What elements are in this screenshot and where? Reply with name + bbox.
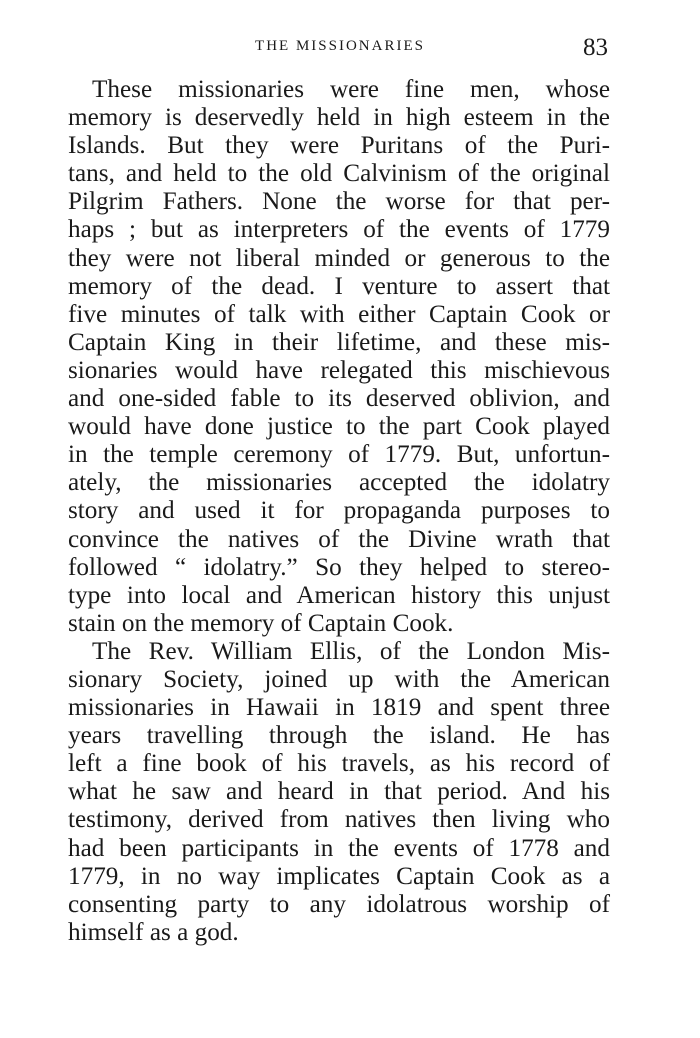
text-line: consenting party to any idolatrous worship of: [68, 890, 610, 918]
text-line: sionaries would have relegated this mischievous: [68, 356, 610, 384]
text-line: type into local and American history this unjust: [68, 581, 610, 609]
text-line: had been participants in the events of 1778 and: [68, 834, 610, 862]
text-line: stain on the memory of Captain Cook.: [68, 609, 454, 637]
text-line: ately, the missionaries accepted the idolatry: [68, 469, 610, 497]
running-head: [68, 36, 612, 62]
text-line: convince the natives of the Divine wrath that: [68, 525, 610, 553]
running-title: THE MISSIONARIES: [255, 38, 425, 54]
text-line: The Rev. William Ellis, of the London Mis-: [92, 637, 610, 665]
text-line: story and used it for propaganda purposes to: [68, 497, 610, 525]
text-line: sionary Society, joined up with the American: [68, 665, 610, 693]
text-line: what he saw and heard in that period. And his: [68, 778, 610, 806]
paragraph-2: [68, 638, 610, 947]
text-line: followed “ idolatry.” So they helped to stereo-: [68, 553, 610, 581]
text-line: left a fine book of his travels, as his record of: [68, 750, 610, 778]
page-number: 83: [583, 34, 608, 61]
text-line: would have done justice to the part Cook played: [68, 413, 610, 441]
text-line: Islands. But they were Puritans of the Puri-: [68, 132, 610, 160]
text-line: memory of the dead. I venture to assert that: [68, 272, 610, 300]
body-text: [68, 76, 610, 947]
text-line: in the temple ceremony of 1779. But, unfortun-: [68, 441, 610, 469]
text-line: haps ; but as interpreters of the events of 1779: [68, 216, 610, 244]
text-line: memory is deservedly held in high esteem in the: [68, 104, 610, 132]
text-line: and one-sided fable to its deserved oblivion, and: [68, 385, 610, 413]
text-line: missionaries in Hawaii in 1819 and spent three: [68, 694, 610, 722]
text-line: 1779, in no way implicates Captain Cook as a: [68, 862, 610, 890]
text-line: testimony, derived from natives then living who: [68, 806, 610, 834]
text-line: years travelling through the island. He has: [68, 722, 610, 750]
text-line: tans, and held to the old Calvinism of the original: [68, 160, 610, 188]
text-line: five minutes of talk with either Captain Cook or: [68, 300, 610, 328]
text-line: Pilgrim Fathers. None the worse for that per-: [68, 188, 610, 216]
text-line: they were not liberal minded or generous to the: [68, 244, 610, 272]
paragraph-1: [68, 76, 610, 638]
text-line: himself as a god.: [68, 918, 239, 946]
text-line: Captain King in their lifetime, and these mis-: [68, 328, 610, 356]
text-line: These missionaries were fine men, whose: [92, 76, 610, 103]
